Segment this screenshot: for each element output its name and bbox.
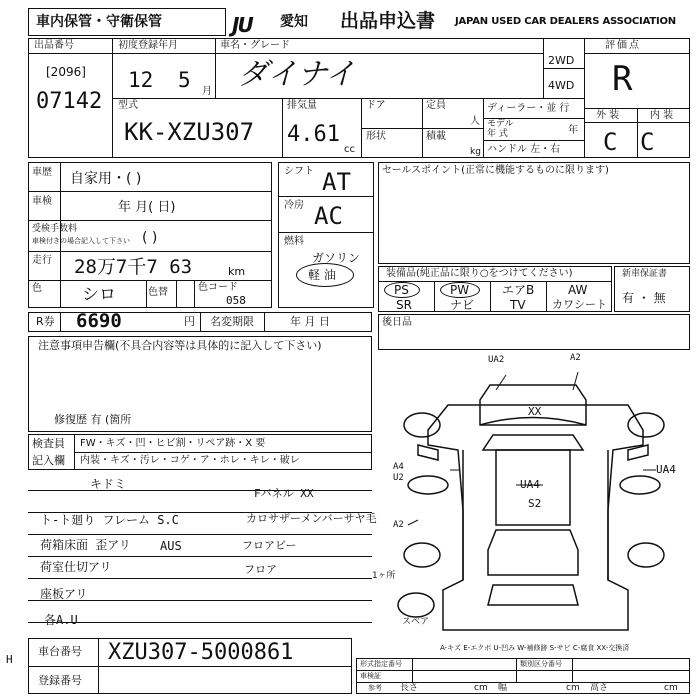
- equip-tv: TV: [510, 298, 526, 312]
- door-label: ドア: [366, 100, 386, 111]
- remark-7: フロアビー: [242, 539, 297, 552]
- grade-ext-value: C: [603, 128, 618, 156]
- commission-label: 受検手数料: [32, 224, 78, 234]
- drive-2wd: 2WD: [548, 54, 575, 67]
- recycle-value: 6690: [76, 310, 122, 332]
- inspection-value: 年 月( 日): [118, 200, 176, 215]
- damage-mark-2: A2: [570, 353, 581, 363]
- model-value: KK-XZU307: [124, 118, 255, 146]
- grade-value: R: [612, 59, 633, 99]
- dealer-year: 年 式: [487, 129, 508, 139]
- chassis-label: 車台番号: [38, 645, 82, 658]
- damage-mark-5: U2: [393, 473, 404, 483]
- spec-height: 高さ: [590, 683, 609, 693]
- tire-front-right: [628, 413, 664, 437]
- dealer-model: モデル: [487, 119, 514, 129]
- ju-logo: JU: [232, 13, 252, 37]
- title-change-label: 名変期限: [210, 315, 254, 328]
- color-value: シロ: [82, 285, 116, 305]
- remark-6: AUS: [160, 539, 182, 553]
- lot-sub: [2096]: [46, 65, 86, 79]
- color-swap-label: 色替: [148, 287, 168, 298]
- damage-mark-1: UA2: [488, 355, 505, 365]
- storage-tag-text: 車内保管・守衛保管: [36, 14, 162, 30]
- mileage-value: 28万7千7 63: [74, 256, 193, 278]
- tire-rear-left: [404, 543, 440, 567]
- tire-mid-right: [620, 476, 660, 494]
- inspector-label1: 検査員: [32, 437, 65, 450]
- grade-ext-label: 外 装: [596, 110, 620, 121]
- fuel-gasoline: ガソリン: [312, 251, 361, 265]
- remark-5: 荷箱床面 歪アリ: [40, 538, 131, 552]
- margin-mark: H: [6, 653, 13, 666]
- dealer-line1: ディーラー・並 行: [487, 103, 570, 114]
- reg-month-unit: 月: [202, 86, 212, 97]
- grade-int-label: 内 装: [650, 110, 674, 121]
- commission-sub: 車検付きの場合記入して下さい: [32, 237, 130, 245]
- equipment-label: 装備品(純正品に限り○をつけてください): [386, 268, 573, 279]
- remark-11: 各A.U: [44, 613, 78, 627]
- tire-front-left: [404, 413, 440, 437]
- lot-number: 07142: [36, 89, 103, 114]
- capacity-unit: 人: [470, 116, 480, 127]
- history-label: 車歴: [32, 167, 52, 178]
- remark-8: 荷室仕切アリ: [40, 560, 112, 574]
- color-code-value: 058: [226, 294, 246, 307]
- grade-int-value: C: [640, 128, 655, 156]
- reg-year: 12: [128, 68, 154, 92]
- remark-1: キドミ: [90, 477, 127, 491]
- reg-month: 5: [178, 68, 191, 92]
- spare-tire: [398, 593, 434, 617]
- org-name: 愛知: [280, 14, 308, 30]
- mileage-unit: km: [228, 265, 246, 278]
- warranty-value: 有 ・ 無: [622, 291, 666, 305]
- engine-label: 排気量: [287, 100, 317, 111]
- equip-airbag: エアB: [502, 283, 535, 297]
- history-value: 自家用・( ): [70, 171, 142, 187]
- inspector-row2: 内装・キズ・汚レ・コゲ・ア・ホレ・キレ・破レ: [80, 455, 300, 466]
- shift-value: AT: [322, 168, 351, 196]
- repair-label: 修復歴 有 (箇所: [54, 413, 132, 426]
- spare-label: スペア: [402, 617, 430, 627]
- spec-ref: 参考: [368, 684, 382, 692]
- inspector-row1: FW・キズ・凹・ヒビ割・リペア跡・X 要: [80, 438, 266, 449]
- remark-2: Fバネル XX: [254, 487, 314, 500]
- mileage-label: 走行: [32, 255, 52, 266]
- later-items-label: 後日品: [382, 317, 412, 328]
- shape-label: 形状: [366, 131, 386, 142]
- recycle-label: R券: [36, 315, 55, 328]
- damage-mark-9: UA4: [520, 478, 540, 491]
- title-change-value: 年 月 日: [290, 315, 330, 328]
- spec-width-unit: cm: [566, 683, 580, 693]
- ac-label: 冷房: [284, 200, 304, 211]
- remark-4: カロサザーメンバーサヤ毛: [246, 512, 377, 525]
- dealer-handle: ハンドル 左・右: [487, 144, 561, 155]
- color-code-label: 色コード: [198, 282, 238, 293]
- engine-value: 4.61: [287, 122, 340, 147]
- tire-rear-right: [628, 543, 664, 567]
- spec-type-no: 形式指定番号: [360, 660, 402, 668]
- equip-navi: ナビ: [450, 298, 475, 312]
- document-title: 出品申込書: [340, 10, 436, 32]
- spec-class-no: 類別区分番号: [520, 660, 562, 668]
- damage-legend: A-キズ E-エクボ U-凹み W-補修跡 S-サビ C-腐食 XX-交換済: [440, 644, 630, 652]
- spec-certificate: 車検証: [360, 672, 381, 680]
- recycle-unit: 円: [184, 315, 195, 328]
- color-label: 色: [32, 283, 42, 294]
- fuel-diesel: 軽 油: [308, 268, 336, 282]
- damage-mark-6: UA4: [656, 463, 676, 476]
- drive-4wd: 4WD: [548, 79, 575, 92]
- equip-sr: SR: [396, 298, 412, 312]
- dealer-year-unit: 年: [568, 125, 578, 136]
- lot-label: 出品番号: [34, 40, 74, 51]
- spec-length-unit: cm: [474, 683, 488, 693]
- engine-unit: cc: [344, 144, 355, 155]
- sales-label: セールスポイント(正常に機能するものに限ります): [382, 165, 609, 176]
- chassis-value: XZU307-5000861: [108, 640, 294, 665]
- inspector-label2: 記入欄: [32, 454, 65, 467]
- spec-height-unit: cm: [664, 683, 678, 693]
- warranty-label: 新車保証書: [622, 269, 668, 279]
- ac-value: AC: [314, 202, 343, 230]
- spec-width: 幅: [498, 683, 508, 693]
- car-name-value: ダイナイ: [238, 57, 356, 92]
- fuel-label: 燃料: [284, 236, 304, 247]
- damage-mark-3: XX: [528, 405, 542, 418]
- equip-aw: AW: [568, 283, 588, 297]
- damage-mark-10: 1ヶ所: [372, 571, 396, 581]
- commission-value: ( ): [142, 230, 158, 246]
- shift-label: シフト: [284, 166, 314, 177]
- spec-length: 長さ: [400, 683, 419, 693]
- notes-label: 注意事項申告欄(不具合内容等は具体的に記入して下さい): [38, 339, 322, 352]
- load-label: 積載: [426, 131, 446, 142]
- grade-label: 評価点: [605, 40, 641, 51]
- remark-3: ト-ト廻り フレーム S.C: [40, 513, 179, 527]
- load-unit: kg: [470, 147, 481, 157]
- reg-label: 初度登録年月: [118, 40, 178, 51]
- later-items-box: [378, 314, 690, 350]
- remark-9: フロア: [244, 563, 277, 576]
- tire-mid-left: [408, 476, 448, 494]
- sales-box: [378, 162, 690, 264]
- damage-mark-8: A2: [393, 520, 404, 530]
- equip-leather: カワシート: [552, 298, 607, 311]
- capacity-label: 定員: [426, 100, 446, 111]
- damage-mark-7: S2: [528, 497, 542, 510]
- car-name-label: 車名・グレード: [220, 40, 290, 51]
- remark-10: 座板アリ: [40, 587, 88, 601]
- inspection-label: 車検: [32, 196, 52, 207]
- equip-ps: PS: [394, 283, 409, 297]
- registration-label: 登録番号: [38, 674, 82, 687]
- damage-mark-4: A4: [393, 462, 404, 472]
- equip-pw: PW: [450, 283, 470, 297]
- org-english: JAPAN USED CAR DEALERS ASSOCIATION: [455, 16, 676, 27]
- model-label: 型式: [118, 100, 138, 111]
